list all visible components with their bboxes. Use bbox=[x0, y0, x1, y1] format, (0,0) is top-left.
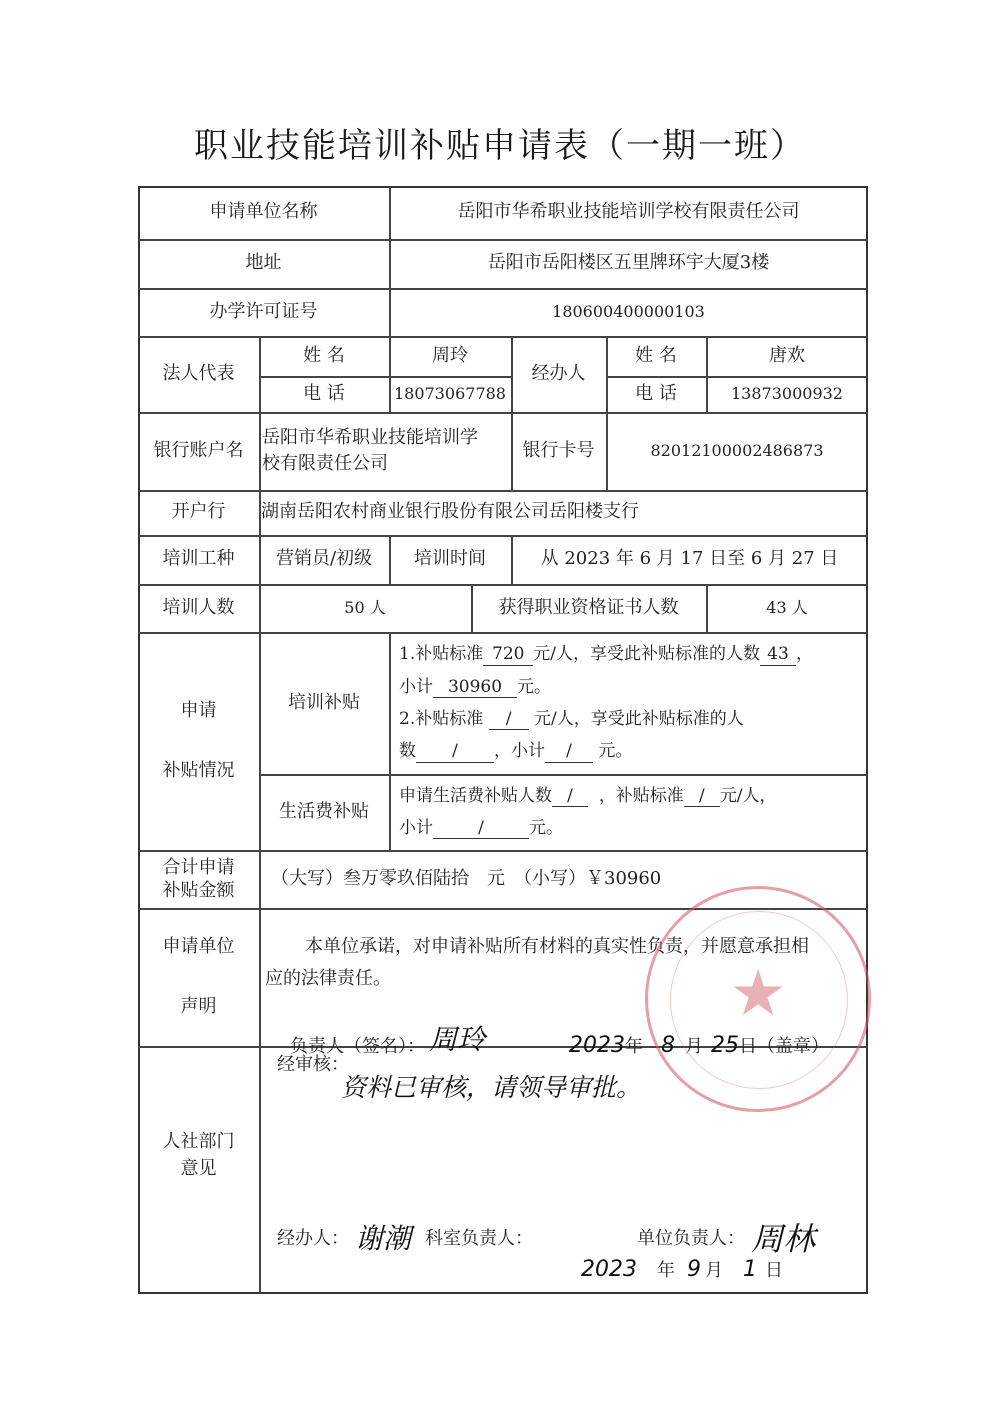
subsidy-text: 数 bbox=[399, 741, 416, 762]
bank-card-label: 银行卡号 bbox=[522, 439, 595, 461]
subsidy-text: 元/人，享受此补贴标准的人 bbox=[534, 709, 744, 729]
section-head-label: 科室负责人： bbox=[425, 1228, 534, 1249]
subsidy-section-label bbox=[138, 632, 259, 850]
review-year: 2023 bbox=[581, 1257, 637, 1282]
subsidy-text: 申请生活费补贴人数 bbox=[399, 785, 552, 806]
bank-branch: 湖南岳阳农村商业银行股份有限公司岳阳楼支行 bbox=[261, 501, 639, 523]
subsidy-people-value: 43 bbox=[760, 644, 796, 665]
subsidy-text: 元。 bbox=[598, 741, 633, 762]
subsidy-text: 元/人，享受此补贴标准的人数 bbox=[533, 644, 760, 665]
unit-head-signature: 周林 bbox=[751, 1220, 816, 1258]
review-day-unit: 日 bbox=[765, 1260, 783, 1281]
training-type: 营销员/初级 bbox=[275, 548, 373, 570]
declaration-year: 2023 bbox=[569, 1033, 626, 1058]
legal-rep-name-label: 姓 名 bbox=[303, 344, 345, 366]
subsidy-line bbox=[399, 671, 551, 703]
legal-rep-name: 周玲 bbox=[432, 344, 468, 366]
declaration-text: 应的法律责任。 bbox=[265, 968, 391, 989]
review-year-unit: 年 bbox=[657, 1260, 675, 1281]
license-value: 180600400000103 bbox=[552, 302, 705, 322]
total-amount-label-line: 补贴金额 bbox=[162, 880, 235, 901]
review-comment: 资料已审核，请领导审批。 bbox=[341, 1073, 642, 1102]
subsidy-line bbox=[399, 780, 777, 812]
living-standard-value: / bbox=[684, 786, 720, 807]
total-amount-label-line: 合计申请 bbox=[162, 856, 235, 878]
review-label-line: 意见 bbox=[180, 1158, 217, 1179]
bank-account-name-label: 银行账户名 bbox=[153, 439, 244, 461]
handler-name: 唐欢 bbox=[769, 344, 805, 366]
applicant-label: 申请单位名称 bbox=[209, 201, 318, 223]
declaration-label bbox=[138, 908, 259, 1046]
total-amount-label bbox=[138, 850, 259, 908]
total-amount: （大写）叁万零玖佰陆拾 元 （小写）￥30960 bbox=[271, 867, 662, 889]
handler-phone-label: 电 话 bbox=[635, 382, 677, 404]
subsidy-standard-value: / bbox=[489, 709, 529, 730]
handler-name-label: 姓 名 bbox=[635, 344, 677, 366]
review-month: 9 bbox=[687, 1257, 701, 1282]
subsidy-text: 元。 bbox=[517, 676, 551, 697]
subsidy-text: 1.补贴标准 bbox=[399, 644, 484, 665]
trainee-count-label: 培训人数 bbox=[162, 596, 235, 618]
legal-rep-label: 法人代表 bbox=[162, 362, 235, 384]
training-subsidy-detail bbox=[389, 632, 868, 774]
subsidy-text: 元/人， bbox=[719, 785, 777, 806]
living-subsidy-label: 生活费补贴 bbox=[279, 800, 369, 822]
subsidy-text: 元。 bbox=[529, 818, 563, 838]
signer-label: 负责人（签名）： bbox=[290, 1036, 425, 1057]
handler-phone: 13873000932 bbox=[731, 384, 843, 404]
subsidy-section-label-line: 申请 bbox=[180, 699, 217, 721]
legal-rep-phone: 18073067788 bbox=[394, 384, 506, 404]
subsidy-text: ，小计 bbox=[494, 741, 545, 762]
address-value: 岳阳市岳阳楼区五里牌环宇大厦3楼 bbox=[487, 252, 770, 274]
bank-account-name-line: 岳阳市华希职业技能培训学 bbox=[262, 426, 478, 448]
review-handler-label: 经办人： bbox=[277, 1228, 349, 1249]
subsidy-line bbox=[399, 812, 563, 844]
declaration-signature: 周玲 bbox=[429, 1023, 486, 1056]
living-subsidy-detail bbox=[389, 774, 868, 850]
living-people-value: / bbox=[552, 786, 588, 807]
bank-branch-label: 开户行 bbox=[171, 501, 226, 523]
declaration-label-line: 声明 bbox=[180, 996, 217, 1017]
living-subtotal-value: / bbox=[433, 818, 529, 839]
declaration-year-unit: 年 bbox=[625, 1036, 644, 1057]
handler-label: 经办人 bbox=[531, 362, 586, 384]
bank-account-name bbox=[259, 412, 511, 490]
legal-rep-phone-label: 电 话 bbox=[303, 382, 345, 404]
subsidy-subtotal-value: / bbox=[545, 741, 593, 762]
review-label bbox=[138, 1046, 259, 1294]
declaration-day-unit: 日（盖章） bbox=[739, 1036, 830, 1057]
subsidy-text: 2.补贴标准 bbox=[399, 709, 484, 729]
review-day: 1 bbox=[743, 1257, 757, 1282]
subsidy-text: 小计 bbox=[399, 676, 433, 697]
official-seal bbox=[645, 886, 871, 1112]
unit-head-label: 单位负责人： bbox=[637, 1228, 746, 1249]
declaration-month: 8 bbox=[661, 1033, 676, 1058]
subsidy-section-label-line: 补贴情况 bbox=[162, 760, 235, 781]
review-label-line: 人社部门 bbox=[162, 1131, 235, 1152]
review-handler-signature: 谢潮 bbox=[355, 1222, 412, 1255]
subsidy-people-value: / bbox=[416, 741, 494, 762]
training-time: 从 2023 年 6 月 17 日至 6 月 27 日 bbox=[540, 548, 839, 570]
review-date bbox=[581, 1256, 783, 1282]
training-subsidy-label: 培训补贴 bbox=[288, 691, 360, 713]
star-icon: ★ bbox=[729, 957, 787, 1031]
bank-account-name-line: 校有限责任公司 bbox=[262, 453, 388, 474]
certified-count-label: 获得职业资格证书人数 bbox=[498, 596, 679, 618]
application-form bbox=[138, 186, 868, 1294]
subsidy-line bbox=[399, 703, 744, 735]
declaration-day: 25 bbox=[711, 1033, 740, 1058]
subsidy-text: ， bbox=[795, 644, 813, 665]
reviewed-label: 经审核： bbox=[277, 1054, 349, 1075]
declaration-month-unit: 月 bbox=[685, 1036, 704, 1057]
declaration-label-line: 申请单位 bbox=[162, 935, 235, 957]
license-label: 办学许可证号 bbox=[209, 300, 318, 322]
review-signature-line bbox=[277, 1214, 815, 1260]
form-title: 职业技能培训补贴申请表（一期一班） bbox=[194, 126, 806, 166]
subsidy-line bbox=[399, 735, 632, 767]
subsidy-standard-value: 720 bbox=[483, 644, 533, 665]
training-time-label: 培训时间 bbox=[414, 548, 486, 570]
bank-card-number: 82012100002486873 bbox=[650, 441, 824, 461]
trainee-count: 50 人 bbox=[344, 598, 386, 618]
subsidy-line bbox=[399, 638, 813, 670]
review-month-unit: 月 bbox=[705, 1260, 723, 1281]
subsidy-subtotal-value: 30960 bbox=[433, 677, 517, 698]
applicant-value: 岳阳市华希职业技能培训学校有限责任公司 bbox=[457, 201, 800, 223]
address-label: 地址 bbox=[245, 252, 282, 274]
certified-count: 43 人 bbox=[766, 598, 808, 618]
subsidy-text: ，补贴标准 bbox=[598, 785, 684, 806]
subsidy-text: 小计 bbox=[399, 818, 433, 838]
declaration-text: 本单位承诺，对申请补贴所有材料的真实性负责，并愿意承担相 bbox=[305, 936, 809, 957]
training-type-label: 培训工种 bbox=[162, 548, 235, 570]
